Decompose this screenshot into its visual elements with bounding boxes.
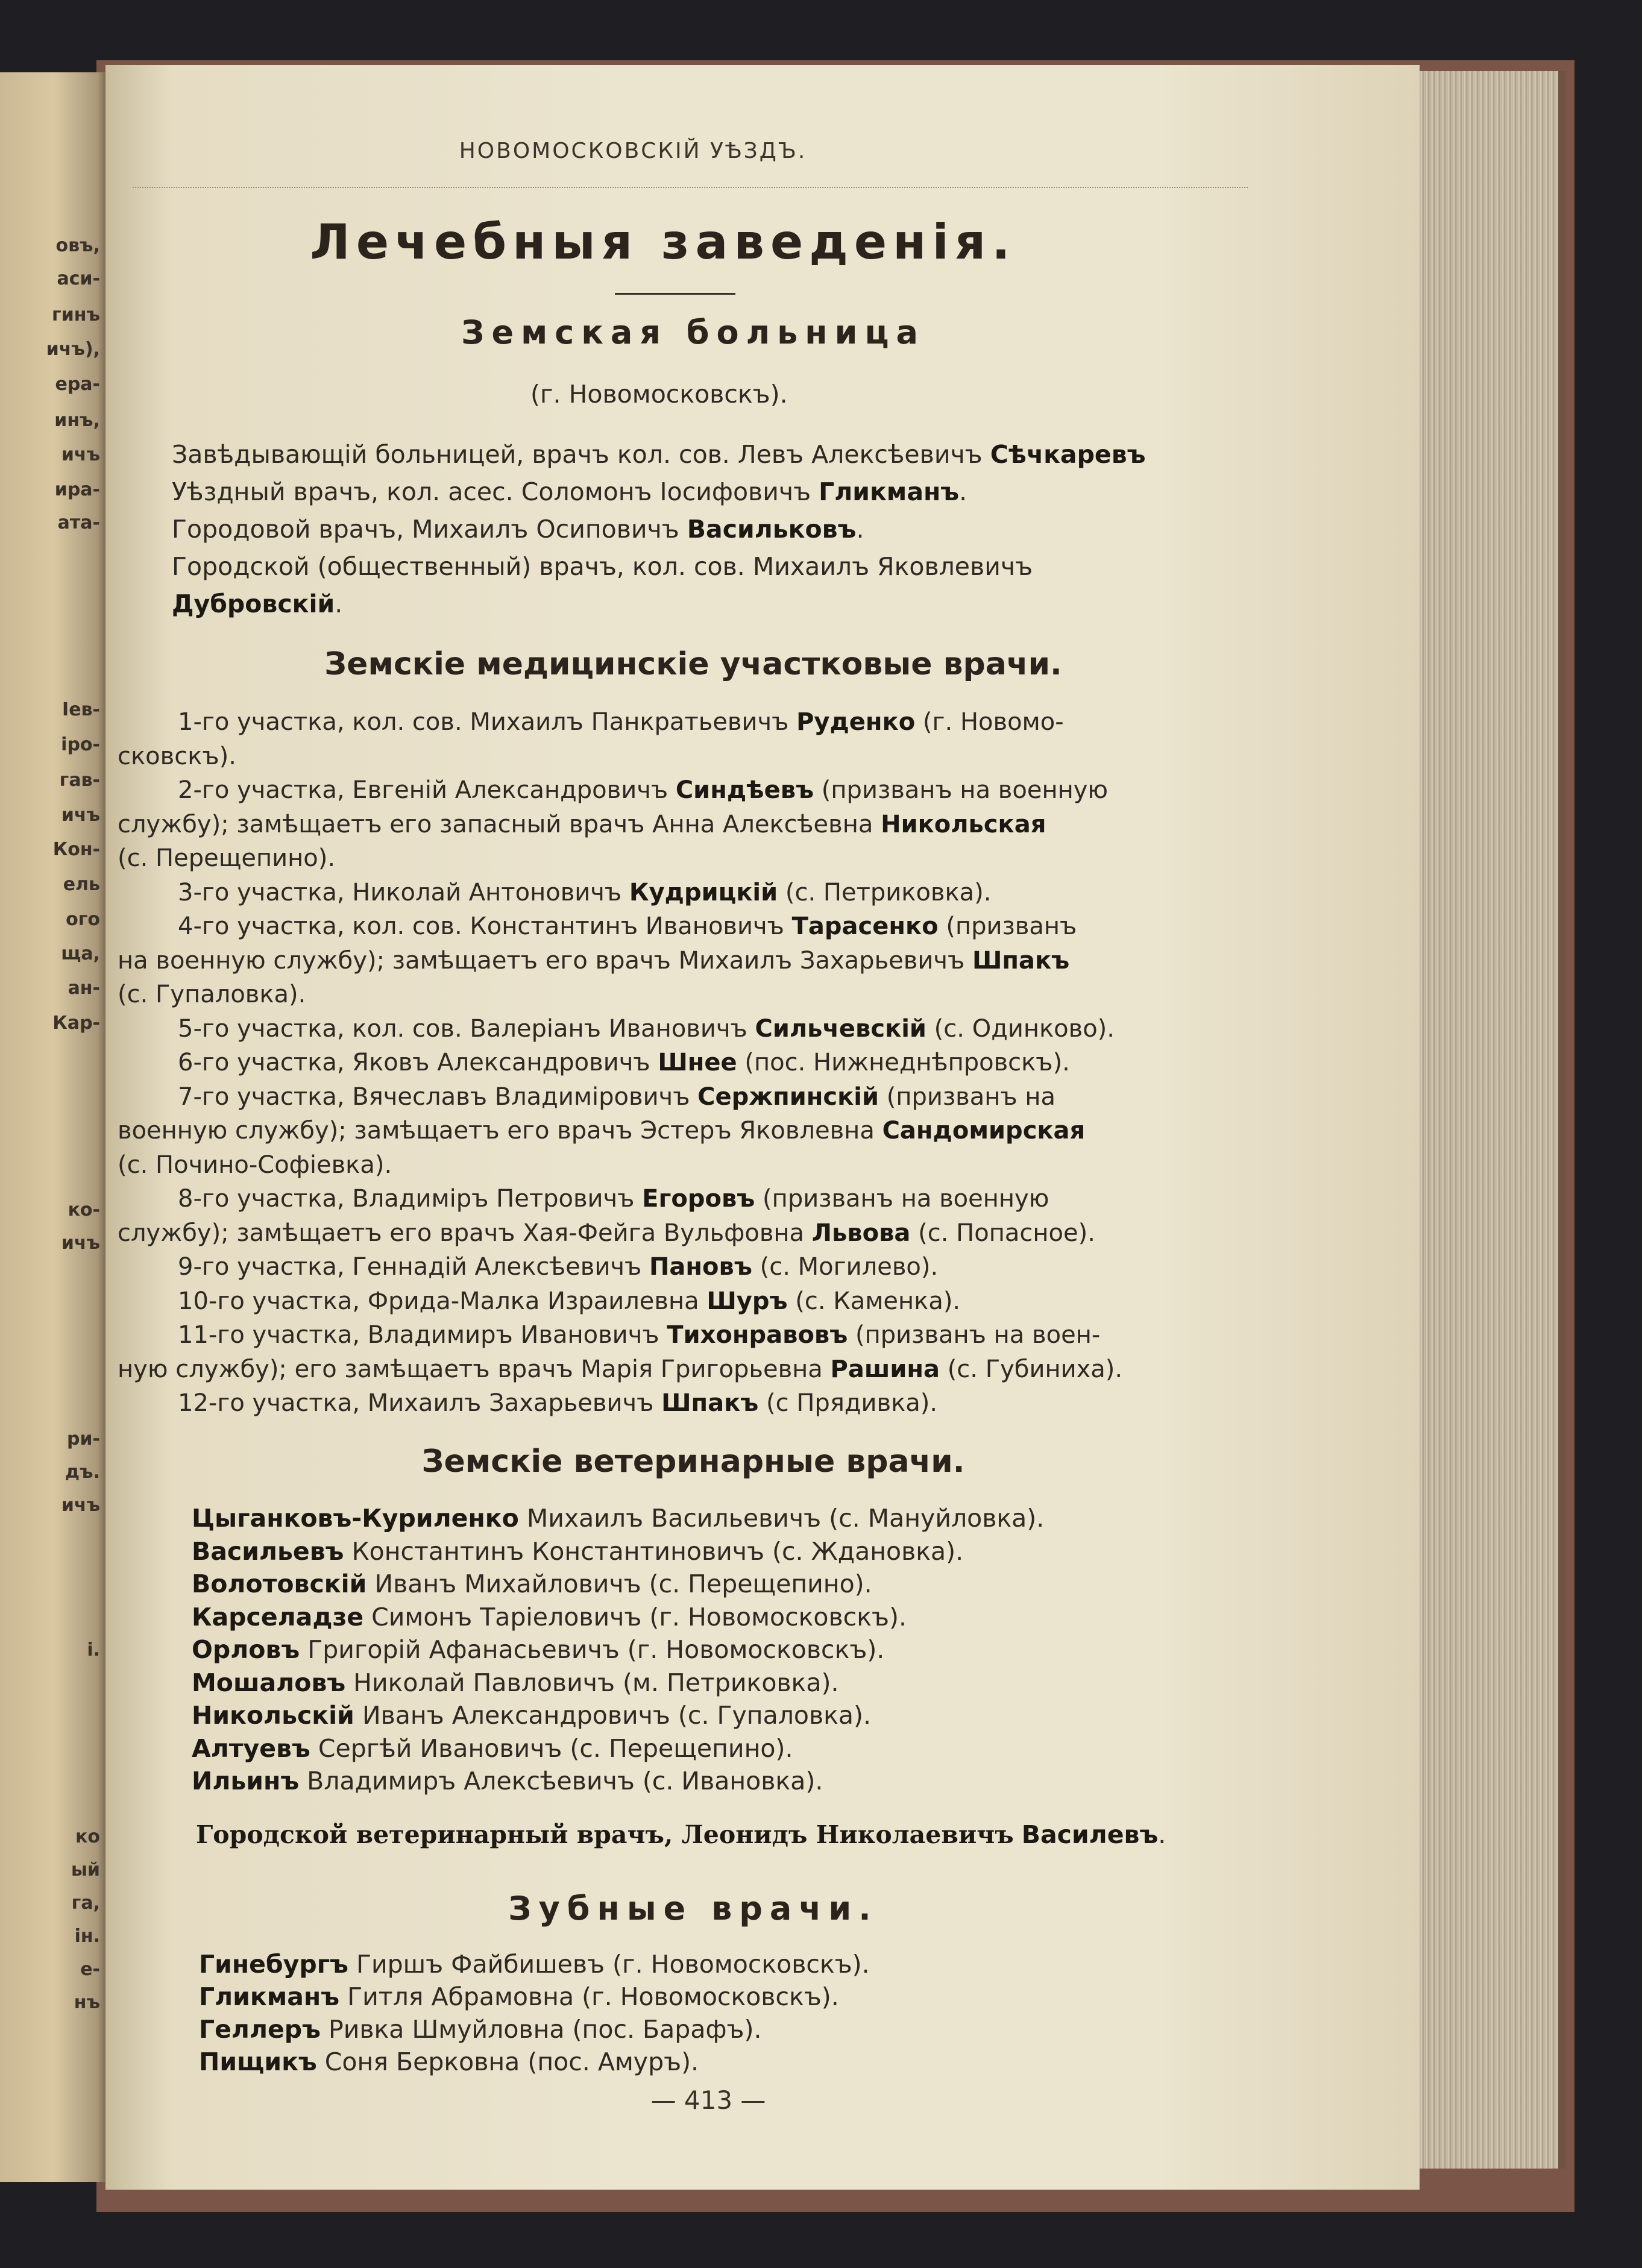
left-page-fragment: Кон- <box>52 839 100 860</box>
person-surname: Орловъ <box>192 1635 300 1664</box>
left-page-fragment: ко- <box>68 1199 100 1220</box>
entry-text: Иванъ Михайловичъ (с. Перещепино). <box>366 1569 872 1598</box>
person-surname: Тихонравовъ <box>667 1321 848 1349</box>
left-page-fragment: Кар- <box>52 1013 100 1034</box>
left-page-fragment: ичъ), <box>46 339 100 360</box>
district-doctor-line <box>118 981 306 1008</box>
person-surname: Сандомирская <box>882 1117 1086 1145</box>
person-surname: Гликманъ <box>199 1982 340 2011</box>
vet-line <box>192 1734 793 1763</box>
entry-text: (призванъ на военную <box>814 776 1109 804</box>
person-surname: Егоровъ <box>642 1185 755 1213</box>
vet-line <box>192 1668 838 1697</box>
person-surname: Шнее <box>658 1049 737 1076</box>
entry-text: . <box>856 515 864 544</box>
person-surname: Синдѣевъ <box>675 776 814 804</box>
district-doctor-line <box>178 879 992 906</box>
hospital-staff-line <box>172 552 1033 581</box>
left-page-fragment: ичъ <box>61 444 100 465</box>
district-doctor-line <box>178 1015 1115 1043</box>
entry-text: (призванъ на военную <box>755 1185 1049 1213</box>
person-surname: Алтуевъ <box>192 1733 310 1763</box>
person-surname: Волотовскій <box>192 1569 367 1598</box>
person-surname: Гликманъ <box>819 477 960 506</box>
left-page-fragment: гав- <box>59 770 100 791</box>
left-page-fragment: ичъ <box>61 1233 100 1254</box>
left-page-fragment: ичъ <box>61 805 100 826</box>
entry-text: (г. Новомо- <box>915 708 1064 736</box>
entry-text: 9-го участка, Геннадій Алексѣевичъ <box>178 1253 649 1281</box>
person-surname: Пищикъ <box>199 2047 317 2076</box>
city-vet-title: Городской ветеринарный врачъ, Леонидъ Николаевичъ <box>196 1820 1014 1849</box>
dentist-line <box>199 1950 870 1979</box>
hospital-heading: Земская больница <box>461 313 925 351</box>
entry-text: (с. Петриковка). <box>778 878 992 906</box>
left-page-fragment: ща, <box>61 943 100 964</box>
person-surname: Мошаловъ <box>192 1668 346 1697</box>
entry-text: Сергѣй Ивановичъ (с. Перещепино). <box>310 1733 793 1763</box>
entry-text: 11-го участка, Владимиръ Ивановичъ <box>178 1321 667 1349</box>
hospital-staff-line <box>172 477 967 506</box>
vets-heading: Земскіе ветеринарные врачи. <box>421 1443 965 1480</box>
person-surname: Руденко <box>796 708 916 736</box>
left-page-fragment: ира- <box>54 479 100 500</box>
district-doctor-line <box>118 947 1069 975</box>
left-page-fragment: ичъ <box>61 1495 100 1516</box>
entry-text: Уѣздный врачъ, кол. асес. Соломонъ Іосифовичъ <box>172 477 819 506</box>
person-surname: Рашина <box>830 1355 940 1383</box>
entry-text: Николай Павловичъ (м. Петриковка). <box>345 1668 839 1697</box>
entry-text: 4-го участка, кол. сов. Константинъ Ивановичъ <box>178 913 792 940</box>
district-doctor-line <box>178 1321 1100 1349</box>
left-page-fragment: гинъ <box>52 304 100 325</box>
person-surname: Сильчевскій <box>755 1014 926 1043</box>
left-page-fragment: га, <box>71 1893 100 1914</box>
header-divider <box>133 187 1248 188</box>
left-page-fragment: ін. <box>74 1926 100 1947</box>
district-doctor-line <box>178 708 1064 736</box>
page-edges <box>1420 71 1565 2169</box>
entry-text: (с. Перещепино). <box>118 844 336 872</box>
vet-line <box>192 1635 884 1664</box>
district-doctor-line <box>118 743 236 770</box>
city-vet-line <box>196 1820 1166 1849</box>
entry-text: (с. Попасное). <box>910 1219 1095 1247</box>
district-doctor-line <box>178 1185 1049 1213</box>
hospital-location: (г. Новомосковскъ). <box>530 380 788 409</box>
entry-text: 7-го участка, Вячеславъ Владиміровичъ <box>178 1082 698 1111</box>
person-surname: Львова <box>811 1219 911 1247</box>
person-surname: Шуръ <box>706 1287 788 1315</box>
hospital-staff-line <box>172 515 864 544</box>
entry-text: 12-го участка, Михаилъ Захарьевичъ <box>178 1389 662 1417</box>
entry-text: 2-го участка, Евгеній Александровичъ <box>178 776 676 804</box>
left-page-fragment: ель <box>63 874 100 895</box>
district-doctor-line <box>118 1117 1085 1145</box>
entry-text: военную службу); замѣщаетъ его врачъ Эстеръ Яковлевна <box>118 1117 882 1145</box>
title-divider <box>615 293 735 295</box>
city-vet-end: . <box>1158 1820 1166 1849</box>
entry-text: 1-го участка, кол. сов. Михаилъ Панкратьевичъ <box>178 708 797 736</box>
entry-text: Завѣдывающій больницей, врачъ кол. сов. Левъ Алексѣевичъ <box>172 440 990 469</box>
entry-text: Соня Берковна (пос. Амуръ). <box>316 2047 699 2076</box>
dentists-heading: Зубные врачи. <box>508 1889 878 1927</box>
person-surname: Никольскій <box>192 1701 354 1730</box>
entry-text: 3-го участка, Николай Антоновичъ <box>178 878 629 906</box>
left-page-fragment: ата- <box>57 512 100 533</box>
hospital-staff-line <box>172 589 342 618</box>
entry-text: Владимиръ Алексѣевичъ (с. Ивановка). <box>299 1767 823 1795</box>
district-doctor-line <box>118 811 1046 838</box>
entry-text: . <box>959 477 967 506</box>
entry-text: 5-го участка, кол. сов. Валеріанъ Ивановичъ <box>178 1014 755 1043</box>
district-doctor-line <box>178 1083 1055 1111</box>
person-surname: Шпакъ <box>661 1389 759 1417</box>
entry-text: службу); замѣщаетъ его врачъ Хая-Фейга Вульфовна <box>118 1219 812 1247</box>
entry-text: (с Прядивка). <box>758 1389 938 1417</box>
page-number: — 413 — <box>650 2085 766 2115</box>
entry-text: службу); замѣщаетъ его запасный врачъ Анна Алексѣевна <box>118 810 881 838</box>
vet-line <box>192 1603 907 1632</box>
entry-text: (призванъ <box>938 913 1077 940</box>
person-surname: Васильевъ <box>192 1536 344 1566</box>
left-page-fragment: е- <box>80 1959 100 1980</box>
dentist-line <box>199 1982 839 2011</box>
dentist-line <box>199 2015 762 2044</box>
entry-text: (призванъ на <box>879 1082 1056 1111</box>
left-page-fragment: дъ. <box>64 1462 100 1483</box>
entry-text: Михаилъ Васильевичъ (с. Мануйловка). <box>518 1504 1045 1533</box>
entry-text: Симонъ Таріеловичъ (г. Новомосковскъ). <box>363 1602 907 1632</box>
entry-text: (с. Каменка). <box>787 1287 961 1315</box>
city-vet-name: Василевъ <box>1021 1820 1159 1849</box>
entry-text: на военную службу); замѣщаетъ его врачъ Михаилъ Захарьевичъ <box>118 946 972 975</box>
left-page-fragment: ри- <box>67 1428 100 1450</box>
left-page-fragment: Іев- <box>62 699 100 720</box>
left-page-fragment: нъ <box>74 1992 100 2013</box>
entry-text: ную службу); его замѣщаетъ врачъ Марія Григорьевна <box>118 1355 831 1383</box>
entry-text: Гиршъ Файбишевъ (г. Новомосковскъ). <box>348 1950 870 1979</box>
district-doctors-heading: Земскіе медицинскіе участковые врачи. <box>324 646 1062 682</box>
entry-text: Иванъ Александровичъ (с. Гупаловка). <box>354 1701 872 1730</box>
district-doctor-line <box>118 1355 1122 1383</box>
entry-text: (с. Гупаловка). <box>118 981 306 1008</box>
district-doctor-line <box>178 1253 938 1281</box>
entry-text: Григорій Афанасьевичъ (г. Новомосковскъ). <box>300 1635 885 1664</box>
entry-text: Городовой врачъ, Михаилъ Осиповичъ <box>172 515 687 544</box>
vet-line <box>192 1504 1044 1533</box>
entry-text: сковскъ). <box>118 742 236 770</box>
vet-line <box>192 1537 963 1566</box>
person-surname: Шпакъ <box>972 946 1070 975</box>
person-surname: Сѣчкаревъ <box>990 440 1146 469</box>
entry-text: (пос. Нижнеднѣпровскъ). <box>737 1049 1070 1076</box>
district-doctor-line <box>178 776 1108 804</box>
left-page-fragment: ан- <box>68 978 100 999</box>
left-page-fragment: аси- <box>57 268 100 289</box>
person-surname: Васильковъ <box>687 515 857 544</box>
person-surname: Гинебургъ <box>199 1950 348 1979</box>
left-page-fragment: і. <box>87 1639 100 1660</box>
hospital-staff-line <box>172 440 1146 469</box>
left-page-fragment: ого <box>66 909 100 930</box>
entry-text: Константинъ Константиновичъ (с. Ждановка). <box>344 1536 964 1566</box>
vet-line <box>192 1767 823 1795</box>
person-surname: Геллеръ <box>199 2015 321 2044</box>
left-page-edge <box>0 72 109 2182</box>
left-page-fragment: инъ, <box>54 410 100 431</box>
person-surname: Карселадзе <box>192 1602 364 1632</box>
district-doctor-line <box>178 913 1077 940</box>
entry-text: (призванъ на воен- <box>848 1321 1101 1349</box>
person-surname: Кудрицкій <box>629 878 778 906</box>
vet-line <box>192 1569 872 1598</box>
district-doctor-line <box>118 1219 1095 1247</box>
entry-text: Ривка Шмуйловна (пос. Барафъ). <box>320 2015 762 2044</box>
district-doctor-line <box>118 844 335 872</box>
district-doctor-line <box>178 1287 960 1315</box>
left-page-fragment: іро- <box>61 734 100 755</box>
entry-text: 8-го участка, Владиміръ Петровичъ <box>178 1185 643 1213</box>
person-surname: Сержпинскій <box>697 1082 879 1111</box>
person-surname: Пановъ <box>649 1253 752 1281</box>
district-doctor-line <box>178 1389 937 1417</box>
person-surname: Тарасенко <box>791 913 939 940</box>
left-page-fragment: ый <box>71 1859 100 1880</box>
person-surname: Дубровскій <box>172 589 335 618</box>
entry-text: Гитля Абрамовна (г. Новомосковскъ). <box>339 1982 839 2011</box>
entry-text: (с. Одинково). <box>926 1014 1115 1043</box>
district-doctor-line <box>178 1049 1070 1076</box>
person-surname: Никольская <box>881 810 1046 838</box>
entry-text: 6-го участка, Яковъ Александровичъ <box>178 1049 658 1076</box>
page-header: НОВОМОСКОВСКІЙ УѢЗДЪ. <box>459 139 807 163</box>
left-page-fragment: овъ, <box>55 235 100 256</box>
person-surname: Цыганковъ-Куриленко <box>192 1504 519 1533</box>
entry-text: (с. Могилево). <box>752 1253 939 1281</box>
entry-text: (с. Почино-Софіевка). <box>118 1151 392 1179</box>
left-page-fragment: ера- <box>55 374 100 395</box>
left-page-fragment: ко <box>75 1826 100 1847</box>
entry-text: 10-го участка, Фрида-Малка Израилевна <box>178 1287 707 1315</box>
district-doctor-line <box>118 1151 392 1179</box>
entry-text: (с. Губиниха). <box>939 1355 1123 1383</box>
entry-text: Городской (общественный) врачъ, кол. сов. Михаилъ Яковлевичъ <box>172 552 1033 581</box>
page-title: Лечебныя заведенія. <box>310 214 1016 270</box>
entry-text: . <box>335 589 343 618</box>
vet-line <box>192 1701 871 1730</box>
dentist-line <box>199 2047 699 2076</box>
person-surname: Ильинъ <box>192 1767 300 1795</box>
